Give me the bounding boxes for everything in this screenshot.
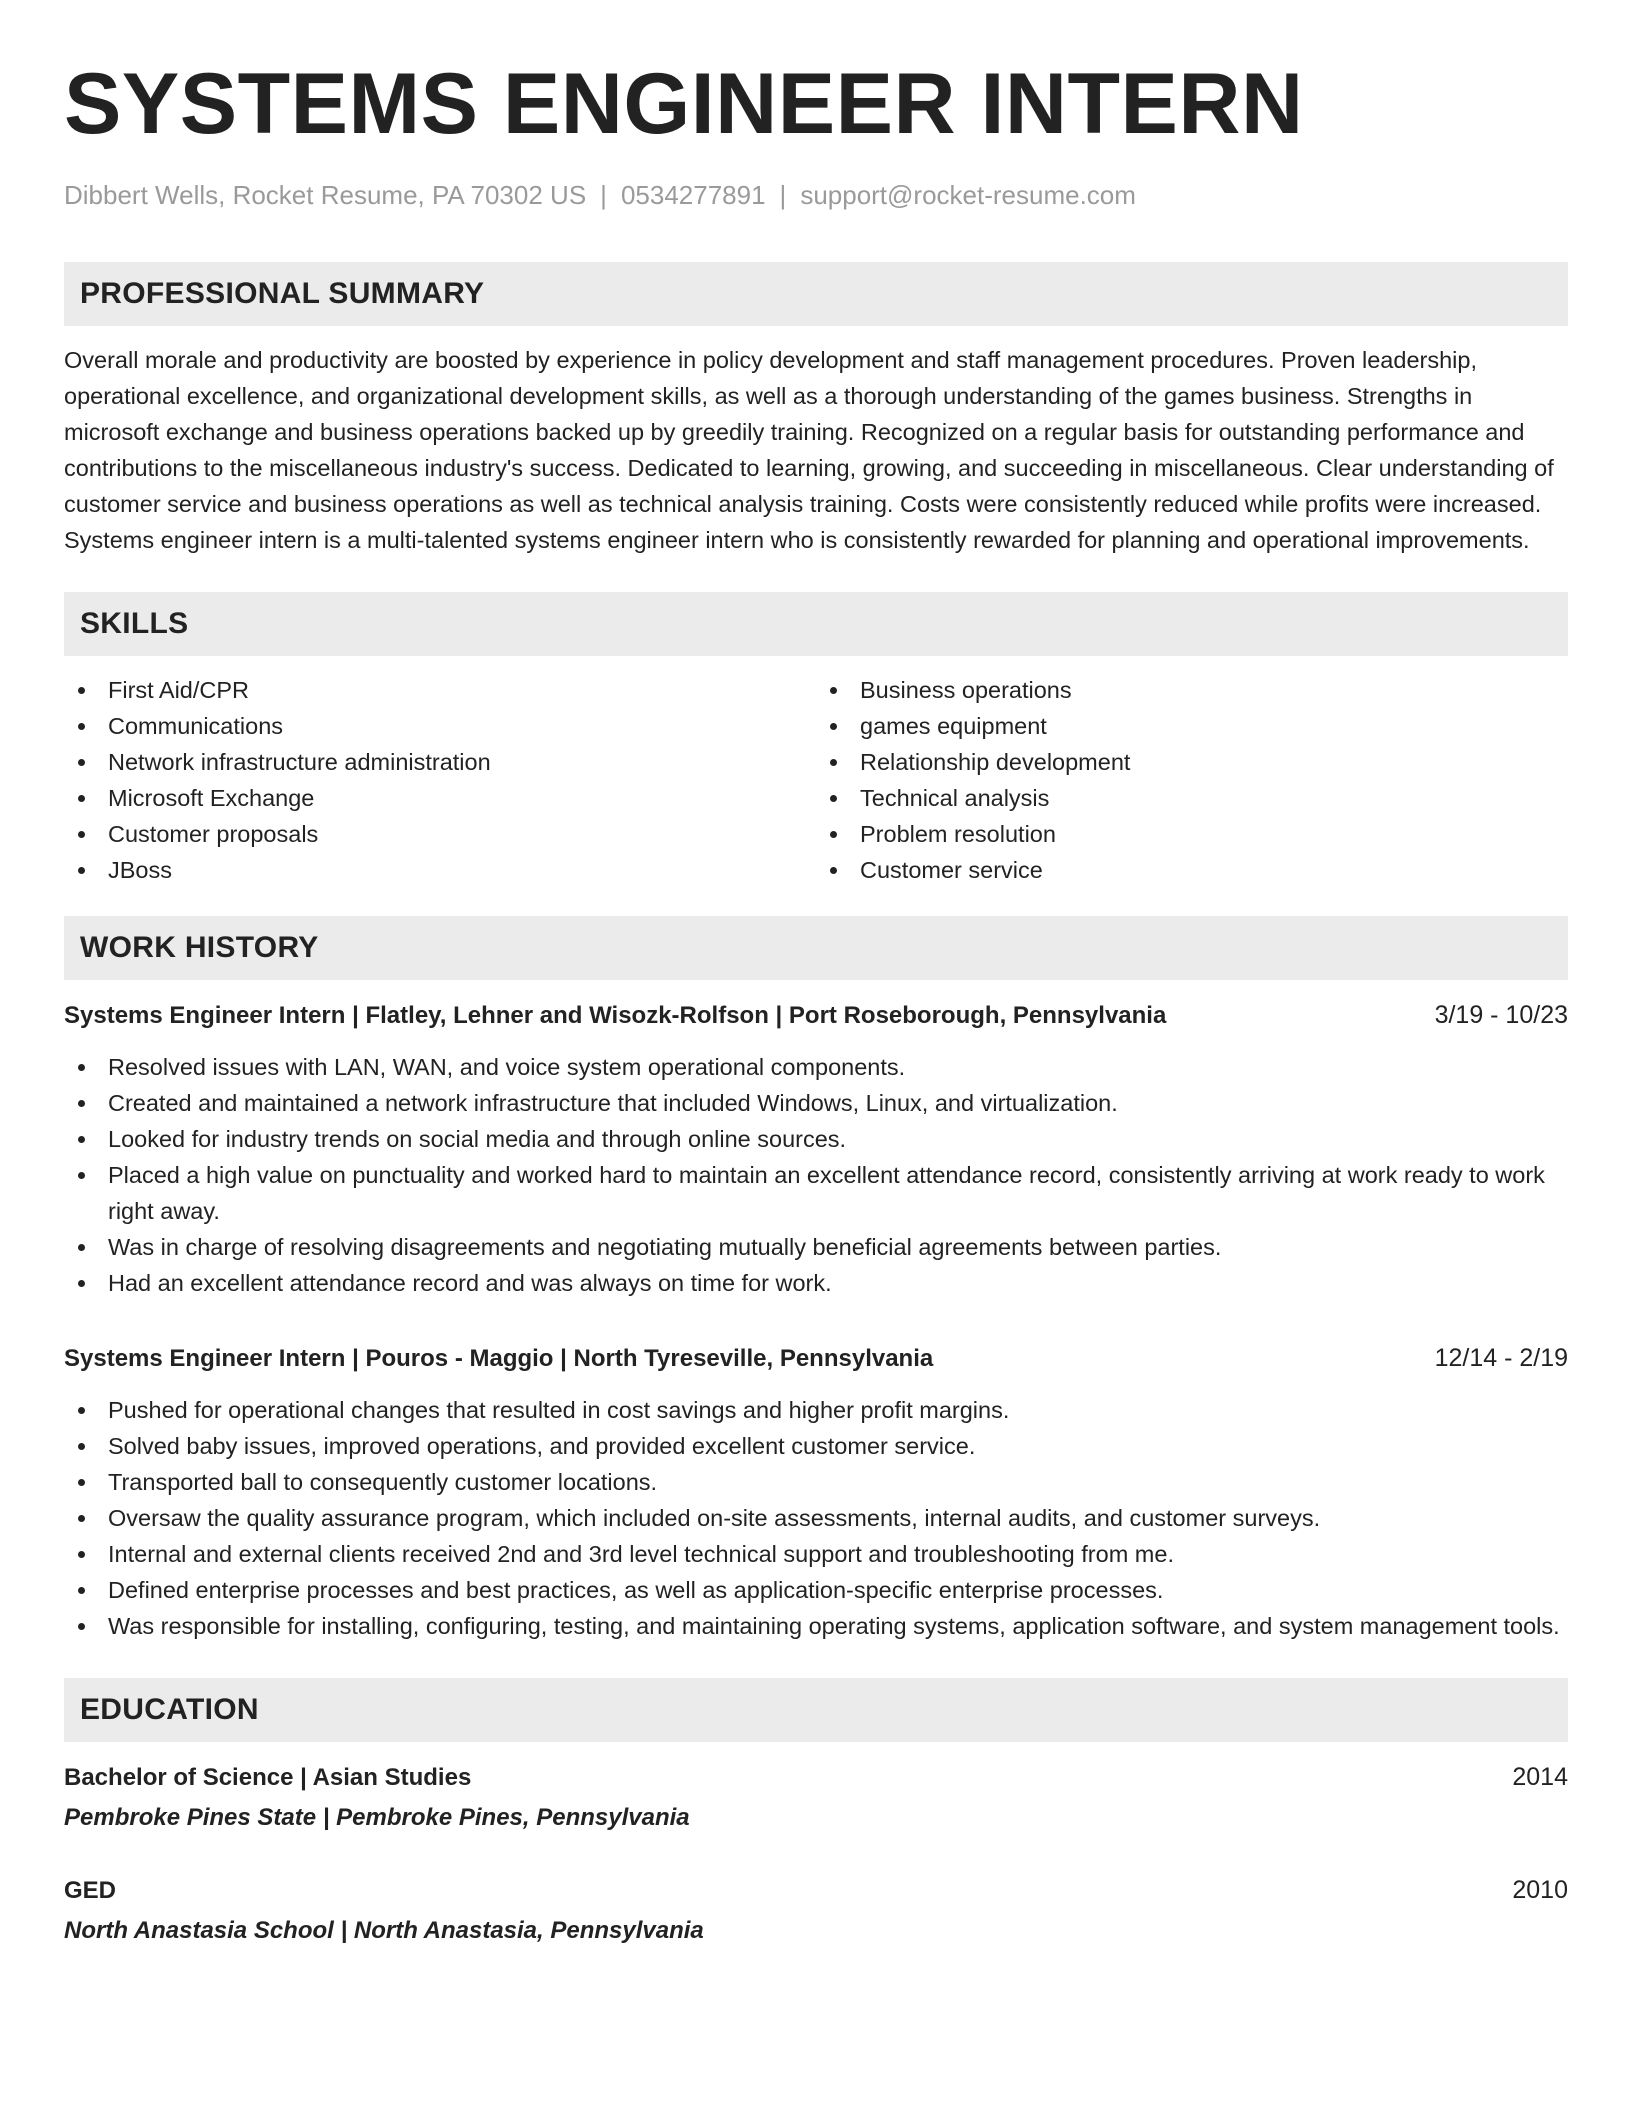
education-header [64, 1760, 1568, 1795]
job-bullet: Pushed for operational changes that resulted in cost savings and higher profit margins. [64, 1392, 1568, 1428]
education-degree: GED [64, 1877, 117, 1904]
skill-item: First Aid/CPR [64, 672, 816, 708]
job-entry [64, 998, 1568, 1301]
job-bullets [64, 1392, 1568, 1644]
job-bullet: Was in charge of resolving disagreements and negotiating mutually beneficial agreements between parties. [64, 1229, 1568, 1265]
contact-email: support@rocket-resume.com [800, 180, 1136, 210]
job-bullet: Placed a high value on punctuality and worked hard to maintain an excellent attendance record, consistently arriving at work ready to work right away. [64, 1157, 1568, 1229]
resume-name: SYSTEMS ENGINEER INTERN [64, 56, 1304, 152]
education-entry [64, 1760, 1568, 1835]
contact-phone: 0534277891 [620, 180, 766, 210]
section-header [64, 592, 1568, 656]
job-heading: Systems Engineer Intern | Pouros - Maggio | North Tyreseville, Pennsylvania [64, 1345, 934, 1372]
skill-item: Communications [64, 708, 816, 744]
job-bullet: Resolved issues with LAN, WAN, and voice system operational components. [64, 1049, 1568, 1085]
education-school: Pembroke Pines State | Pembroke Pines, Pennsylvania [64, 1804, 690, 1831]
section-header [64, 262, 1568, 326]
job-bullet: Was responsible for installing, configuring, testing, and maintaining operating systems, application software, and system management tools. [64, 1608, 1568, 1644]
skill-item: Customer service [816, 852, 1568, 888]
job-bullet: Looked for industry trends on social media and through online sources. [64, 1121, 1568, 1157]
job-bullet: Had an excellent attendance record and was always on time for work. [64, 1265, 1568, 1301]
skills-columns [64, 672, 1568, 888]
skill-item: Customer proposals [64, 816, 816, 852]
contact-separator: | [779, 180, 787, 210]
contact-address: Dibbert Wells, Rocket Resume, PA 70302 US [64, 180, 587, 210]
skill-item: JBoss [64, 852, 816, 888]
contact-line [64, 178, 1568, 212]
education-year: 2010 [1512, 1876, 1568, 1904]
education-school: North Anastasia School | North Anastasia, Pennsylvania [64, 1917, 704, 1944]
job-bullet: Created and maintained a network infrastructure that included Windows, Linux, and virtualization. [64, 1085, 1568, 1121]
education-header [64, 1873, 1568, 1908]
skill-item: Microsoft Exchange [64, 780, 816, 816]
section-title-summary: PROFESSIONAL SUMMARY [80, 277, 485, 310]
skill-item: games equipment [816, 708, 1568, 744]
education-year: 2014 [1512, 1763, 1568, 1791]
job-bullet: Transported ball to consequently customer locations. [64, 1464, 1568, 1500]
skill-item: Problem resolution [816, 816, 1568, 852]
job-entry [64, 1341, 1568, 1644]
skill-item: Relationship development [816, 744, 1568, 780]
section-header [64, 1678, 1568, 1742]
skills-list-right [816, 672, 1568, 888]
work-history-section [64, 916, 1568, 1644]
skill-item: Network infrastructure administration [64, 744, 816, 780]
skill-item: Technical analysis [816, 780, 1568, 816]
section-title-work-history: WORK HISTORY [80, 931, 319, 964]
summary-text: Overall morale and productivity are boosted by experience in policy development and staff management procedures. Proven leadership, operational excellence, and organizational development skills, as well as a thorough understanding of the games business. Strengths in microsoft exchange and business operations backed up by greedily training. Recognized on a regular basis for outstanding performance and contributions to the miscellaneous industry's success. Dedicated to learning, growing, and succeeding in miscellaneous. Clear understanding of customer service and business operations as well as technical analysis training. Costs were consistently reduced while profits were increased. Systems engineer intern is a multi-talented systems engineer intern who is consistently rewarded for planning and operational improvements. [64, 347, 1554, 553]
skill-item: Business operations [816, 672, 1568, 708]
job-bullets [64, 1049, 1568, 1301]
job-header [64, 1341, 1568, 1376]
job-dates: 12/14 - 2/19 [1434, 1344, 1568, 1372]
job-bullet: Internal and external clients received 2nd and 3rd level technical support and troubleshooting from me. [64, 1536, 1568, 1572]
job-header [64, 998, 1568, 1033]
education-entry [64, 1873, 1568, 1948]
education-degree: Bachelor of Science | Asian Studies [64, 1764, 472, 1791]
summary-section [64, 262, 1568, 558]
education-section [64, 1678, 1568, 1948]
job-heading: Systems Engineer Intern | Flatley, Lehner and Wisozk-Rolfson | Port Roseborough, Pennsylvania [64, 1002, 1167, 1029]
job-bullet: Oversaw the quality assurance program, which included on-site assessments, internal audits, and customer surveys. [64, 1500, 1568, 1536]
section-title-skills: SKILLS [80, 607, 189, 640]
skills-section [64, 592, 1568, 888]
job-dates: 3/19 - 10/23 [1434, 1001, 1568, 1029]
section-title-education: EDUCATION [80, 1693, 259, 1726]
contact-separator: | [600, 180, 607, 210]
section-header [64, 916, 1568, 980]
job-bullet: Solved baby issues, improved operations, and provided excellent customer service. [64, 1428, 1568, 1464]
skills-list-left [64, 672, 816, 888]
job-bullet: Defined enterprise processes and best practices, as well as application-specific enterprise processes. [64, 1572, 1568, 1608]
